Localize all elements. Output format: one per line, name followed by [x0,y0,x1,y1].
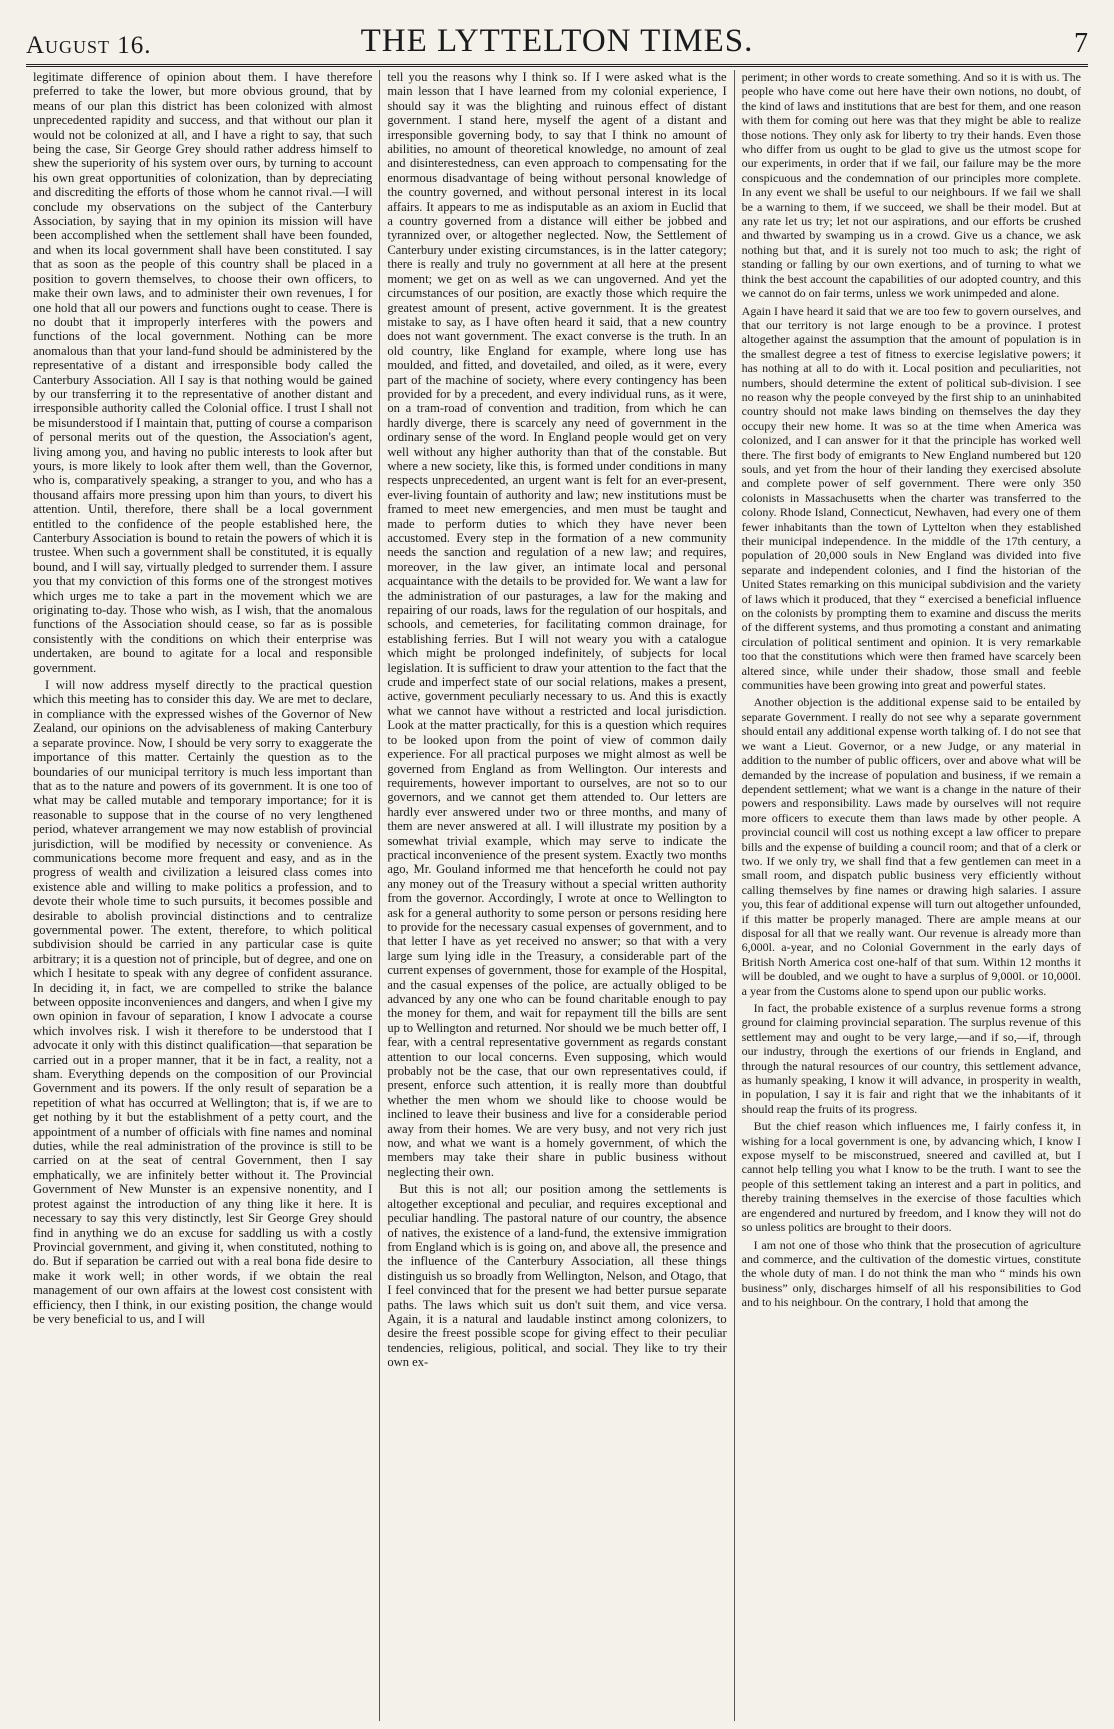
column-1 [26,70,379,1721]
column-3-paragraph-6: I am not one of those who think that the prosecution of agriculture and commerce, and the cultivation of the domestic virtues, constitute the whole duty of man. I do not think the man who “ minds his own business” only, discharges himself of all his responsibilities to God and to his neighbour. On the contrary, I hold that among the [741,1237,1081,1310]
column-2 [379,70,733,1721]
column-3 [734,70,1088,1721]
page-number: 7 [1074,28,1088,59]
article-columns [26,70,1088,1721]
column-3-paragraph-5: But the chief reason which influences me, I fairly confess it, in wishing for a local government is one, by advancing which, I know I expose myself to be misconstrued, sneered and cavilled at, but I cannot help telling you what I know to be the truth. I want to see the people of this settlement taking an interest and a part in politics, and thereby training themselves in the exercise of those faculties which are engendered and nurtured by freedom, and I know they will not do so unless politics are brought to their doors. [741,1119,1081,1235]
column-3-paragraph-3: Another objection is the additional expense said to be entailed by separate Government. I really do not see why a separate government should entail any additional expense worth talking of. I do not see that we want a Lieut. Governor, or a new Judge, or any material in addition to the number of public officers, over and above what will be demanded by the increase of population and business, if we remain a dependent settlement; what we want is a change in the nature of their powers and responsibility. Laws made by ourselves will not require more officers to execute them than laws made by other people. A provincial council will cost us nothing except a law officer to prepare bills and the expense of building a council room; and that of a clerk or two. If we only try, we shall find that a few gentlemen can meet in a small room, and dispatch public business very efficiently without calling themselves by fine names or drawing high salaries. I assure you, this fear of additional expense will turn out altogether unfounded, if this matter be properly managed. There are ample means at our disposal for all that we really want. Our revenue is already more than 6,000l. a-year, and no Colonial Government in the early days of British North America cost one-half of that sum. Within 12 months it will be doubled, and we ought to have a surplus of 9,000l. or 10,000l. a year from the Customs alone to spend upon our public works. [741,695,1081,998]
column-3-paragraph-2: Again I have heard it said that we are too few to govern ourselves, and that our territory is not large enough to be a province. I protest altogether against the assumption that the amount of population is in the smallest degree a test of fitness to exercise legislative powers; it has nothing at all to do with it. Local position and peculiarities, not numbers, should determine the extent of political sub-division. I see no reason why the people conveyed by the first ship to an uninhabited country should not make laws binding on themselves the day they occupy their new home. It was so at the time when America was colonized, and I can answer for it that the principle has worked well there. The first body of emigrants to New England numbered but 120 souls, and yet from the hour of their landing they exercised absolute and complete power of self government. There were only 350 colonists in Massachusetts when the charter was transferred to the colony. Rhode Island, Connecticut, Newhaven, had every one of them fewer inhabitants than the town of Lyttelton when they established their municipal independence. In the middle of the 17th century, a population of 20,000 souls in New England was divided into five separate and independent colonies, and I find the historian of the United States remarking on this municipal subdivision and the variety of laws which it produced, that they “ exercised a beneficial influence on the colonists by prompting them to examine and discuss the merits of the different systems, and thus promoting a constant and animating circulation of political sentiment and opinion. It is very remarkable too that the constitutions which were then framed have scarcely been altered since, while under their shadow, those small and feeble communities have been growing into great and powerful states. [741,303,1081,693]
column-2-paragraph-2: But this is not all; our position among the settlements is altogether exceptional and peculiar, and requires exceptional and peculiar handling. The pastoral nature of our country, the absence of natives, the existence of a land-fund, the extensive immigration from England which is is going on, and above all, the presence and the influence of the Canterbury Association, all these things distinguish us so broadly from Wellington, Nelson, and Otago, that I feel convinced that for the present we had better pursue separate paths. The laws which suit us don't suit them, and vice versa. Again, it is a natural and laudable instinct among colonizers, to desire the freest possible scope for giving effect to their peculiar tendencies, religious, political, and social. They like to try their own ex- [387,1182,727,1370]
column-3-paragraph-4: In fact, the probable existence of a surplus revenue forms a strong ground for claiming provincial separation. The surplus revenue of this settlement may and ought to be very large,—and if so,—if, through our industry, through the exertions of our friends in England, and through the natural resources of our country, this settlement advance, as humanly speaking, I know it will advance, in prosperity in wealth, in population, I say it is fair and right that we the inhabitants of it should reap the fruits of its progress. [741,1001,1081,1116]
masthead [26,14,1088,67]
column-2-paragraph-1: tell you the reasons why I think so. If I were asked what is the main lesson that I have learned from my colonial experience, I should say it was the blighting and ruinous effect of distant government. I stand here, myself the agent of a distant and irresponsible governing body, to say that I think no amount of abilities, no amount of theoretical knowledge, no amount of zeal and disinterestedness, can even approach to compensating for the enormous disadvantage of being without personal knowledge of the country governed, and without personal interest in its local affairs. It appears to me as indisputable as an axiom in Euclid that a country governed from a distance will either be jobbed and tyrannized over, or altogether neglected. Now, the Settlement of Canterbury under existing circumstances, is in the latter category; there is really and truly no government at all here at the present moment; we get on as well as we can ungoverned. And yet the circumstances of our position, are exactly those which require the greatest amount of present, active government. It is the greatest mistake to say, as I have often heard it said, that a new country does not want government. The exact converse is the truth. In an old country, like England for example, where long use has moulded, and fitted, and dovetailed, and oiled, as it were, every part of the machine of society, where every contingency has been provided for by a precedent, and every individual runs, as it were, on a tram-road of convention and tradition, from which he can hardly diverge, there is scarcely any need of government in the ordinary sense of the word. In England people would get on very well without any higher authority than that of the constable. But where a new society, like this, is formed under conditions in many respects unprecedented, an urgent want is felt for an ever-present, ever-living fountain of authority and law; new institutions must be framed to meet new emergencies, and men must be taught and made to perform duties to which they have never been accustomed. Every step in the formation of a new community needs the sanction and regulation of a new law; and requires, moreover, in the law giver, an intimate local and personal acquaintance with the details to be provided for. We want a law for the administration of our pasturages, a law for the making and repairing of our roads, laws for the regulation of our hospitals, and schools, and cemeteries, for facilitating common drainage, for establishing ferries. But I will not weary you with a catalogue which might be prolonged indefinitely, of subjects for local legislation. It is sufficient to draw your attention to the fact that the crude and imperfect state of our social relations, makes a present, active, government peculiarly necessary to us. And this is exactly what we cannot have without a restricted and local jurisdiction. Look at the matter practically, for this is a question which requires to be looked upon from the point of view of common daily experience. For all practical purposes we might almost as well be governed from England as from Wellington. Our interests and requirements, however important to ourselves, are not so to our governors, and we cannot get them attended to. Our letters are hardly ever answered under two or three months, and many of them are never answered at all. I will illustrate my position by a somewhat trivial example, which may serve to indicate the practical inconvenience of the present system. Exactly two months ago, Mr. Gouland informed me that henceforth he could not pay any money out of the Treasury without a special written authority from the governor. Accordingly, I wrote at once to Wellington to ask for a general authority to some person or persons residing here to provide for the necessary casual expenses of government, and to that letter I have as yet received no answer; so that with a very large sum lying idle in the Treasury, a considerable part of the current expenses of government, those for example of the Hospital, and the casual expenses of the police, are actually obliged to be advanced by any one who can be found charitable enough to pay the money for them, and wait for repayment till the bills are sent up to Wellington and returned. Nor should we be much better off, I fear, with a central representative government as regards constant attention to our local concerns. Even supposing, which would probably not be the case, that our own representatives could, if present, enforce such attention, it is really more than doubtful whether the men whom we should like to choose would be inclined to leave their business and live for a considerable period away from their homes. We are very busy, and not very rich just now, and what we want is a homely government, of which the members may take their share in public business without neglecting their own. [387,70,727,1179]
column-3-paragraph-1: periment; in other words to create something. And so it is with us. The people who have come out here have their own notions, no doubt, of the kind of laws and institutions that are best for them, and one reason with them for coming out here was that they might be able to realize those notions. They only ask for liberty to try their hands. Even those who differ from us ought to be glad to give us the utmost scope for our experiments, in order that if we fail, our failure may be the more conspicuous and the condemnation of our principles more complete. In any event we shall be useful to our neighbours. If we fail we shall be a warning to them, if we succeed, we shall be their model. But at any rate let us try; let not our aspirations, and our efforts be crushed and thwarted by swamping us in a crowd. Give us a chance, we ask nothing but that, and it is surely not too much to ask; the right of standing or falling by our own exertions, and of turning to what we think the best account the capabilities of our adopted country, and this we cannot do on fair terms, unless we work unimpeded and alone. [741,70,1081,301]
issue-date: August 16. [26,32,152,59]
newspaper-title: THE LYTTELTON TIMES. [360,23,754,59]
column-1-paragraph-1: legitimate difference of opinion about them. I have therefore preferred to take the lower, but more obvious ground, that by means of our plan this district has been colonized with almost unprecedented rapidity and success, and that without our plan it would not be colonized at all, and I have a right to say, that such being the case, Sir George Grey should rather address himself to shew the superiority of his system over ours, by turning to account his own great opportunities of colonization, than by depreciating and discrediting the efforts of those whom he cannot rival.—I will conclude my observations on the subject of the Canterbury Association, by saying that in my opinion its mission will have been accomplished when the settlement shall have been founded, and when its local government shall have been constituted. I say that as soon as the people of this country shall be placed in a position to govern themselves, to choose their own officers, to make their own laws, and to administer their own revenues, I for one hold that all our powers and functions ought to cease. There is no doubt that it improperly interferes with the powers and functions of the local government. Nothing can be more anomalous than that your land-fund should be administered by the representative of a distant and irresponsible body called the Canterbury Association. All I say is that nothing would be gained by our transferring it to the representative of another distant and irresponsible authority called the Colonial office. I trust I shall not be misunderstood if I maintain that, putting of course a comparison of personal merits out of the question, the Association's agent, living among you, and having no public interests to look after but yours, is more likely to look after them well, than the Governor, who is, comparatively speaking, a stranger to you, and who has a thousand affairs more pressing upon him than yours, to divert his attention. Until, therefore, there shall be a local government entitled to the confidence of the people established here, the Canterbury Association is bound to retain the powers of which it is trustee. When such a government shall be constituted, it is equally bound, and I will say, virtually pledged to surrender them. I assure you that my conviction of this forms one of the strongest motives which urges me to take a part in the movement which we are originating to-day. Those who wish, as I wish, that the anomalous functions of the Association should cease, so far as is possible consistently with the conditions on which their enterprise was undertaken, are bound to agitate for a local and responsible government. [33,70,373,675]
column-1-paragraph-2: I will now address myself directly to the practical question which this meeting has to consider this day. We are met to declare, in compliance with the expressed wishes of the Governor of New Zealand, our opinions on the advisableness of making Canterbury a separate province. Now, I should be very sorry to exaggerate the importance of this matter. Certainly the question as to the boundaries of our municipal territory is much less important than that as to the nature and powers of its government. It is one too of what may be called mutable and temporary importance; for it is reasonable to suppose that in the course of no very lengthened period, whatever arrangement we may now establish of provincial jurisdiction, will be modified by necessity or convenience. As communications become more frequent and easy, and as in the progress of wealth and civilization a leisured class comes into existence able and willing to make politics a profession, and to devote their whole time to such pursuits, it becomes possible and desirable to abolish provincial distinctions and to centralize governmental power. The extent, therefore, to which political subdivision should be carried in any particular case is quite arbitrary; it is a question not of principle, but of degree, and one on which I hesitate to speak with any degree of confident assurance. In deciding it, in fact, we are compelled to strike the balance between opposite inconveniences and dangers, and when I give my own opinion in favour of separation, I know I advocate a course which involves risk. I wish it therefore to be understood that I advocate it only with this distinct qualification—that separation be carried out in a proper manner, that it be in fact, a reality, not a sham. Everything depends on the composition of our Provincial Government and its powers. If the only result of separation be a repetition of what has occurred at Wellington; that is, if we are to get nothing by it but the establishment of a petty court, and the appointment of a number of officials with fine names and nominal duties, while the real administration of the province is still to be carried on at the seat of central Government, then I say emphatically, we are infinitely better without it. The Provincial Government of New Munster is an expensive nonentity, and I protest against the introduction of any thing like it here. It is necessary to say this very distinctly, lest Sir George Grey should find in anything we do an excuse for saddling us with a costly Provincial government, and giving it, when constituted, nothing to do. But if separation be carried out with a real bona fide desire to make it work well; in other words, if we obtain the real management of our own affairs at the lowest cost consistent with efficiency, then I think, in our existing position, the change would be very beneficial to us, and I will [33,678,373,1326]
